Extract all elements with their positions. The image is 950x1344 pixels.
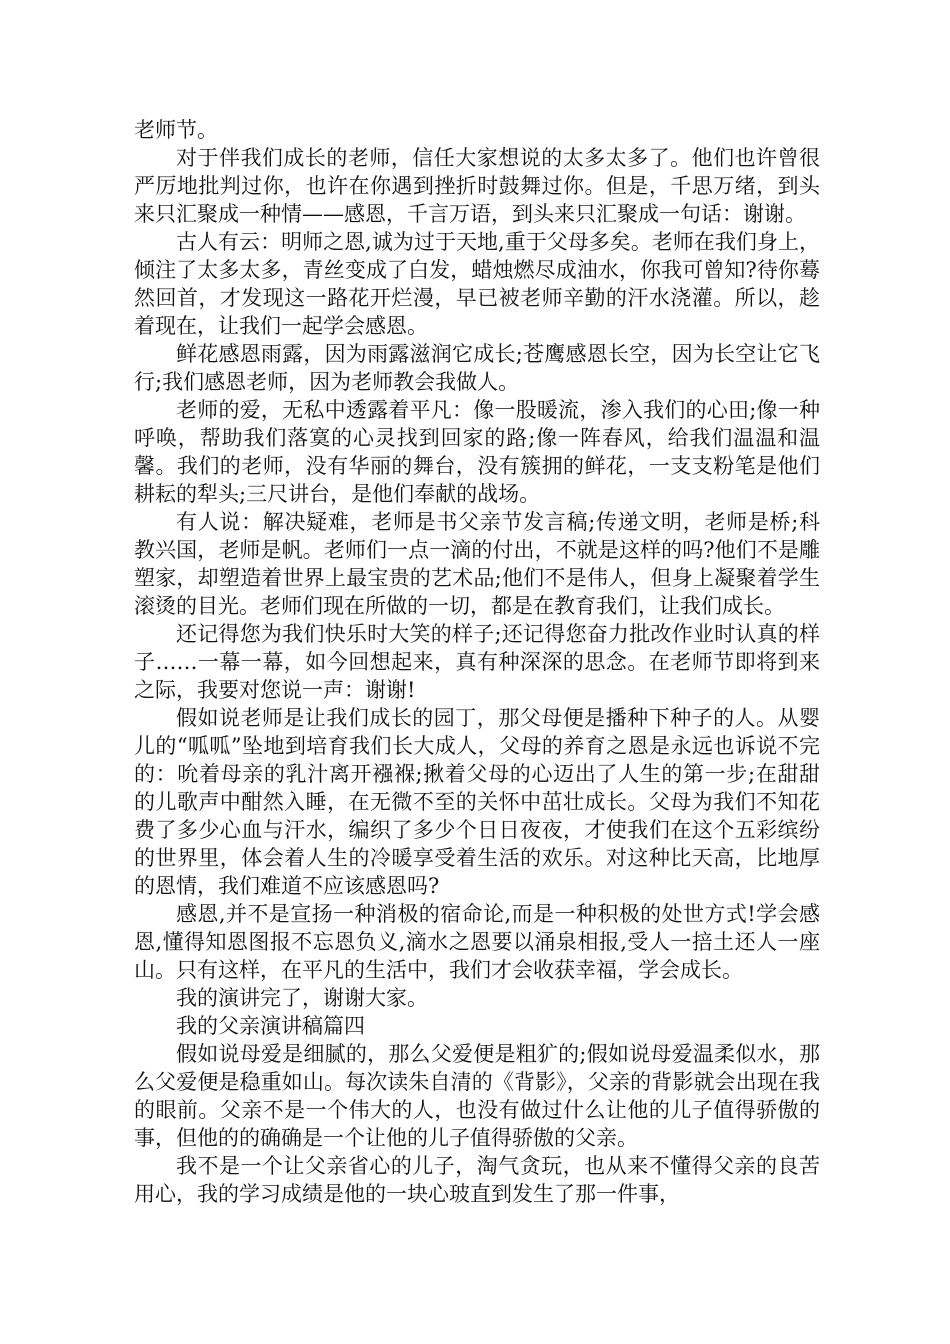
paragraph: 老师的爱，无私中透露着平凡：像一股暖流，渗入我们的心田;像一种呼唤，帮助我们落寞的心灵找到回家的路;像一阵春风，给我们温温和温馨。我们的老师，没有华丽的舞台，没有簇拥的鲜花，一支支粉笔是他们耕耘的犁头;三尺讲台，是他们奉献的战场。 <box>134 398 820 506</box>
document-body <box>134 116 820 1208</box>
paragraph: 感恩,并不是宣扬一种消极的宿命论,而是一种积极的处世方式!学会感恩,懂得知恩图报不忘恩负义,滴水之恩要以涌泉相报,受人一掊土还人一座山。只有这样，在平凡的生活中，我们才会收获幸福，学会成长。 <box>134 902 820 982</box>
paragraph-continuation: 老师节。 <box>134 118 218 142</box>
paragraph: 古人有云：明师之恩,诚为过于天地,重于父母多矣。老师在我们身上，倾注了太多太多，青丝变成了白发，蜡烛燃尽成油水，你我可曾知?待你蓦然回首，才发现这一路花开烂漫，早已被老师辛勤的汗水浇灌。所以，趁着现在，让我们一起学会感恩。 <box>134 230 820 338</box>
paragraph: 假如说老师是让我们成长的园丁，那父母便是播种下种子的人。从婴儿的“呱呱”坠地到培育我们长大成人，父母的养育之恩是永远也诉说不完的：吮着母亲的乳汁离开襁褓;揪着父母的心迈出了人生的第一步;在甜甜的儿歌声中酣然入睡，在无微不至的关怀中茁壮成长。父母为我们不知花费了多少心血与汗水，编织了多少个日日夜夜，才使我们在这个五彩缤纷的世界里，体会着人生的冷暖享受着生活的欢乐。对这种比天高，比地厚的恩情，我们难道不应该感恩吗? <box>134 706 820 898</box>
paragraph: 鲜花感恩雨露，因为雨露滋润它成长;苍鹰感恩长空，因为长空让它飞行;我们感恩老师，因为老师教会我做人。 <box>134 342 820 394</box>
paragraph-closing: 我的演讲完了，谢谢大家。 <box>176 986 428 1010</box>
paragraph: 我不是一个让父亲省心的儿子，淘气贪玩，也从来不懂得父亲的良苦用心，我的学习成绩是他的一块心玻直到发生了那一件事， <box>134 1154 820 1206</box>
paragraph: 有人说：解决疑难，老师是书父亲节发言稿;传递文明，老师是桥;科教兴国，老师是帆。老师们一点一滴的付出，不就是这样的吗?他们不是雕塑家，却塑造着世界上最宝贵的艺术品;他们不是伟人，但身上凝聚着学生滚烫的目光。老师们现在所做的一切，都是在教育我们，让我们成长。 <box>134 510 820 618</box>
paragraph: 还记得您为我们快乐时大笑的样子;还记得您奋力批改作业时认真的样子……一幕一幕，如今回想起来，真有种深深的思念。在老师节即将到来之际，我要对您说一声：谢谢! <box>134 622 820 702</box>
section-heading: 我的父亲演讲稿篇四 <box>176 1014 365 1038</box>
paragraph: 假如说母爱是细腻的，那么父爱便是粗犷的;假如说母爱温柔似水，那么父爱便是稳重如山。每次读朱自清的《背影》，父亲的背影就会出现在我的眼前。父亲不是一个伟大的人，也没有做过什么让他的儿子值得骄傲的事，但他的的确确是一个让他的儿子值得骄傲的父亲。 <box>134 1042 820 1150</box>
paragraph: 对于伴我们成长的老师，信任大家想说的太多太多了。他们也许曾很严厉地批判过你，也许在你遇到挫折时鼓舞过你。但是，千思万绪，到头来只汇聚成一种情——感恩，千言万语，到头来只汇聚成一句话：谢谢。 <box>134 146 820 226</box>
